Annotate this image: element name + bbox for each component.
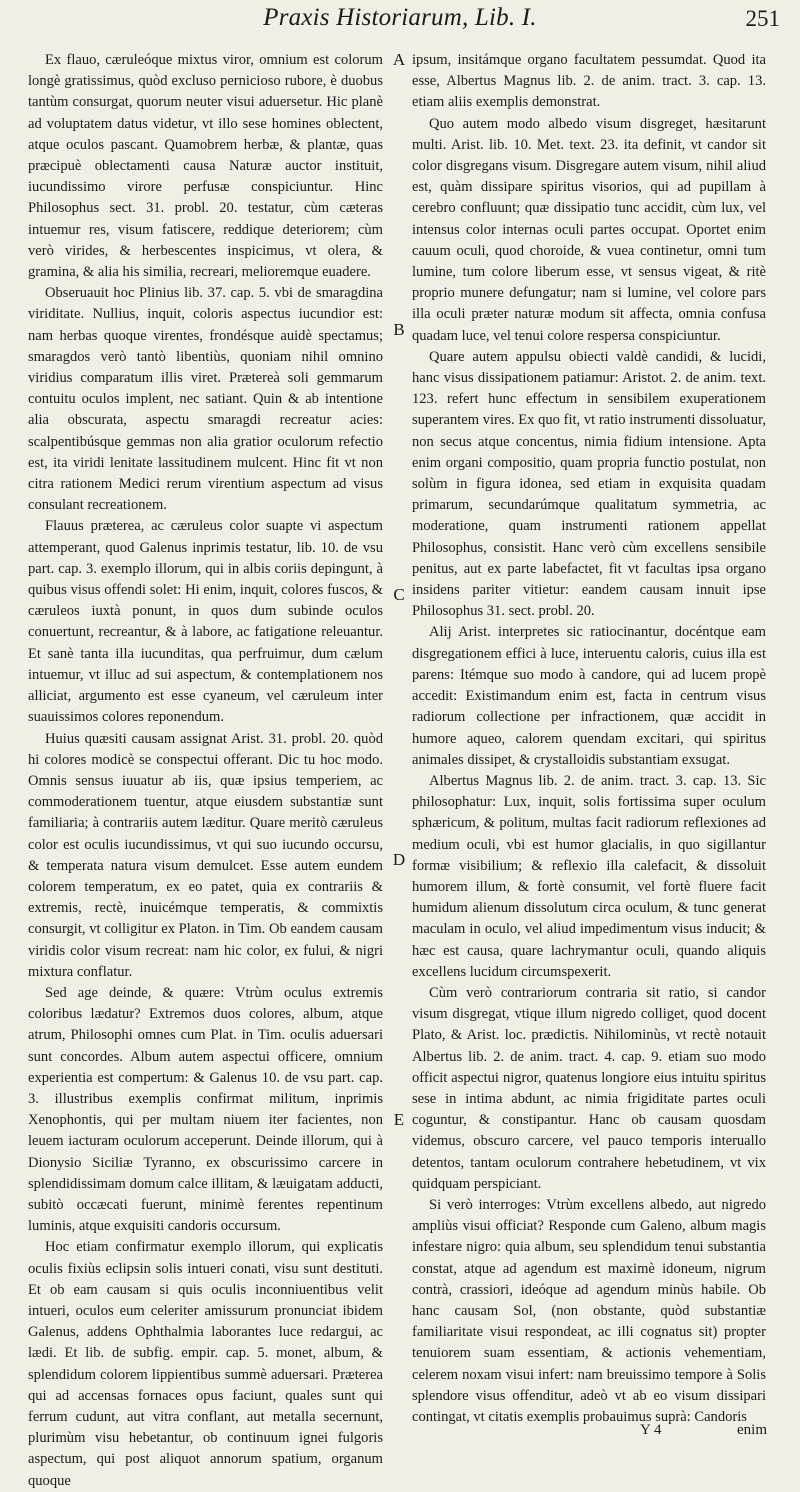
- margin-letter-a: A: [392, 50, 406, 69]
- paragraph: Cùm verò contrariorum contraria sit ratio, si candor visum disgregat, vtique illum nigredo colliget, quod docent Plato, & Arist. loc. prædictis. Nihilominùs, vt rectè notauit Albertus lib. 2. de anim. tract. 4. cap. 9. etiam suo modo officit aspectui nigror, quatenus longiore eius intuitu spiritus sese in intima abdunt, ac nimia frigiditate partes oculi coguntur, & constipantur. Hanc ob causam quosdam videmus, obscuro carcere, vel pauco temporis interuallo detentos, tantam oculorum contrahere hebetudinem, vt vix quidquam perspiciant.: [412, 984, 766, 1192]
- paragraph: Si verò interroges: Vtrùm excellens albedo, aut nigredo ampliùs visui officiat? Responde cum Galeno, album magis infestare nigro: quia album, seu splendidum tenui substantia constat, atque ad agendum est maximè idoneum, nigrum contrà, crassiori, ideóque ad agendum minùs habile. Ob hanc causam Sol, (non obstante, quòd substantiæ familiaritate visui respondeat, ac illi cognatus sit) propter tenuiorem suam essentiam, & actionis vehementiam, celerem noxam visui infert: nam breuissimo tempore à Solis splendore visus offenditur, adeò vt ab eo visum dissipari contingat, vt citatis exemplis probauimus suprà: Candoris: [412, 1196, 766, 1425]
- paragraph: Quo autem modo albedo visum disgreget, hæsitarunt multi. Arist. lib. 10. Met. text. 23. ita definit, vt candor sit color disgregans visum. Disgregare autem visum, nihil aliud est, quàm dissipare spiritus visorios, qui ad pupillam à cerebro confluunt; quæ dissipatio tunc accidit, cùm lux, vel intensus color internas oculi partes occupat. Oportet enim cauum oculi, quod choroide, & vuea continetur, omni tum lumine, tum colore liberum esse, vt sensus vigeat, & ritè proprio munere defungatur; nam si lumine, vel colore pars illa oculi præter naturæ modum sit affecta, omnia confusa quadam luce, vel tenui colore respersa conspiciuntur.: [412, 115, 766, 344]
- paragraph: Albertus Magnus lib. 2. de anim. tract. 3. cap. 13. Sic philosophatur: Lux, inquit, solis fortissima super oculum sphæricum, & politum, multas facit radiorum reflexiones ad medium oculi, vbi est humor glacialis, in quo sigillantur formæ visibilium; & reflexio illa calefacit, & dissoluit humorem illum, & fortè consumit, vel fortè fluere facit humidum alienum dissolutum circa oculum, & tunc generat maculam in oculo, vel aliud impedimentum visus inducit; & hæc est causa, quare lachrymantur oculi, quando aliquis excellens lucidum circumspexerit.: [412, 772, 766, 980]
- paragraph: Obseruauit hoc Plinius lib. 37. cap. 5. vbi de smaragdina viriditate. Nullius, inquit, coloris aspectus iucundior est: nam herbas quoque virentes, frondésque auidè spectamus; smaragdos verò tantò libentiùs, quoniam nihil omnino viridius comparatum illis viret. Prætereà soli gemmarum contuitu oculos implent, nec satiant. Quin & ab intentione alia obscurata, aspectu smaragdi recreatur acies: scalpentibúsque gemmas non alia gratior oculorum refectio est, ita viridi lenitate lassitudinem mulcent. Hinc fit vt non citra rationem Medici rerum virentium aspectum ad visus consulant recreationem.: [28, 285, 383, 514]
- left-column: [28, 50, 383, 1492]
- paragraph: Ex flauo, cæruleóque mixtus viror, omnium est colorum longè gratissimus, quòd excluso pernicioso rubore, è duobus tantùm consurgat, quorum neuter visui aduersetur. Hic planè ad voluptatem datus videtur, vt illo sese homines oblectent, atque oculos pascant. Quamobrem herbæ, & plantæ, quas præcipuè oblectamenti causa Naturæ auctor instituit, iucundissimo virore perfusæ conspiciuntur. Hinc Philosophus sect. 31. probl. 20. testatur, cùm cæteras intuemur res, visum fatiscere, reddique deteriorem; cùm verò virides, & herbescentes inspicimus, vt olera, & gramina, & alia his similia, recreari, melioremque euadere.: [28, 52, 383, 281]
- margin-letter-d: D: [392, 850, 406, 869]
- margin-letter-c: C: [393, 585, 405, 604]
- margin-letter-e: E: [393, 1110, 405, 1129]
- page-number: 251: [745, 6, 780, 31]
- signature-mark: Y 4: [640, 1422, 662, 1438]
- margin-letter-b: B: [393, 320, 405, 339]
- paragraph: Huius quæsiti causam assignat Arist. 31. probl. 20. quòd hi colores modicè se conspectui offerant. Dic tu hoc modo. Omnis sensus iuuatur ab iis, quæ ipsius temperiem, ac commoderationem tuentur, atque eiusdem substantiæ sunt familiaria; à contrariis autem læditur. Quare meritò cæruleus color est oculis iucundissimus, vt qui suo iucundo occursu, & temperata natura visum demulcet. Esse autem eundem colorem temperatum, ex eo patet, quia ex contrariis & extremis, rectè, inuicémque temperatis, & commixtis consurgit, vt colligitur ex Platon. in Tim. Ob eandem causam viridis color visum recreat: nam hic color, ex fului, & nigri mixtura conflatur.: [28, 730, 383, 980]
- running-title: Praxis Historiarum, Lib. I.: [263, 4, 537, 31]
- right-column: [412, 50, 766, 1428]
- paragraph: ipsum, insitámque organo facultatem pessumdat. Quod ita esse, Albertus Magnus lib. 2. de anim. tract. 3. cap. 13. etiam aliis exemplis demonstrat.: [412, 52, 766, 111]
- paragraph: Sed age deinde, & quære: Vtrùm oculus extremis coloribus lædatur? Extremos duos colores, album, atque atrum, Philosophi omnes cum Plat. in Tim. oculis aduersari sunt concordes. Album autem aspectui officere, omnium experientia est compertum: & Galenus 10. de vsu part. cap. 3. illustribus exemplis confirmat militum, inprimis Xenophontis, qui per multam niuem iter facientes, non leuem iacturam oculorum acceperunt. Deinde illorum, qui à Dionysio Siciliæ Tyranno, ex obscurissimo carcere in splendidissimam domum calce illitam, & læuigatam adducti, subitò occæcati fuerunt, minimè ferentes repentinum luminis, atque exquisiti candoris occursum.: [28, 984, 383, 1235]
- paragraph: Flauus præterea, ac cæruleus color suapte vi aspectum attemperant, quod Galenus inprimis testatur, lib. 10. de vsu part. cap. 3. exemplo illorum, qui in albis coriis depingunt, à quibus visus offendi solet: Hi enim, inquit, colores fuscos, & cæruleos iuxtà ponunt, in quos dum subinde oculos conuertunt, recreantur, & à labore, ac fatigatione releuantur. Et sanè tanta illa iucunditas, qua perfruimur, dum cælum intuemur, vt illuc ad sui aspectum, & contemplationem nos alliciat, argumento est esse cyaneum, vel cæruleum inter suauissimos colores reponendum.: [28, 518, 383, 726]
- paragraph: Alij Arist. interpretes sic ratiocinantur, docéntque eam disgregationem effici à luce, interuentu caloris, cuius illa est parens: Itémque suo modo à candore, qui ad lucem propè accedit: Existimandum enim est, facta in centrum visus radiorum collectione per infractionem, quæ accidit in humore aqueo, calorem quendam excitari, qui spiritus animales dissipet, & crystalloidis substantiam exsugat.: [412, 624, 766, 768]
- paragraph: Hoc etiam confirmatur exemplo illorum, qui explicatis oculis fixiùs eclipsin solis intueri conati, visu sunt destituti. Et ob eam causam si quis oculis inconniuentibus velit intueri, oculos eum celeriter amissurum pronunciat ibidem Galenus, addens Ophthalmia laborantes luce redargui, ac lædi. Et lib. de subfig. empir. cap. 5. monet, album, & splendidum colorem lippientibus summè aduersari. Præterea qui ad accensas fornaces opus faciunt, quales sunt qui ferrum cudunt, aut vitra conflant, aut metalla secernunt, plurimùm visu hebetantur, ob continuum ignei fulgoris aspectum, qui post aliquot annorum spatium, organum quoque: [28, 1239, 383, 1489]
- catchword: enim: [737, 1422, 767, 1438]
- paragraph: Quare autem appulsu obiecti valdè candidi, & lucidi, hanc visus dissipationem patiamur: Aristot. 2. de anim. text. 123. refert hunc effectum in sensibilem exuperationem superantem vires. Ex quo fit, vt ratio instrumenti dissoluatur, non secus atque concentus, nimia fidium intensione. Apta enim organi compositio, quam propria functio postulat, non solùm in figura idonea, sed etiam in exquisita quadam primarum, secundarúmque qualitatum symmetria, ac moderatione, quam instrumenti rationem appellat Philosophus, consistit. Hanc verò cùm excellens sensibile penitus, aut ex parte labefactet, fit vt facultas ipsa organo insidens pariter vitietur: eandem causam innuit ipse Philosophus 31. sect. probl. 20.: [412, 348, 766, 620]
